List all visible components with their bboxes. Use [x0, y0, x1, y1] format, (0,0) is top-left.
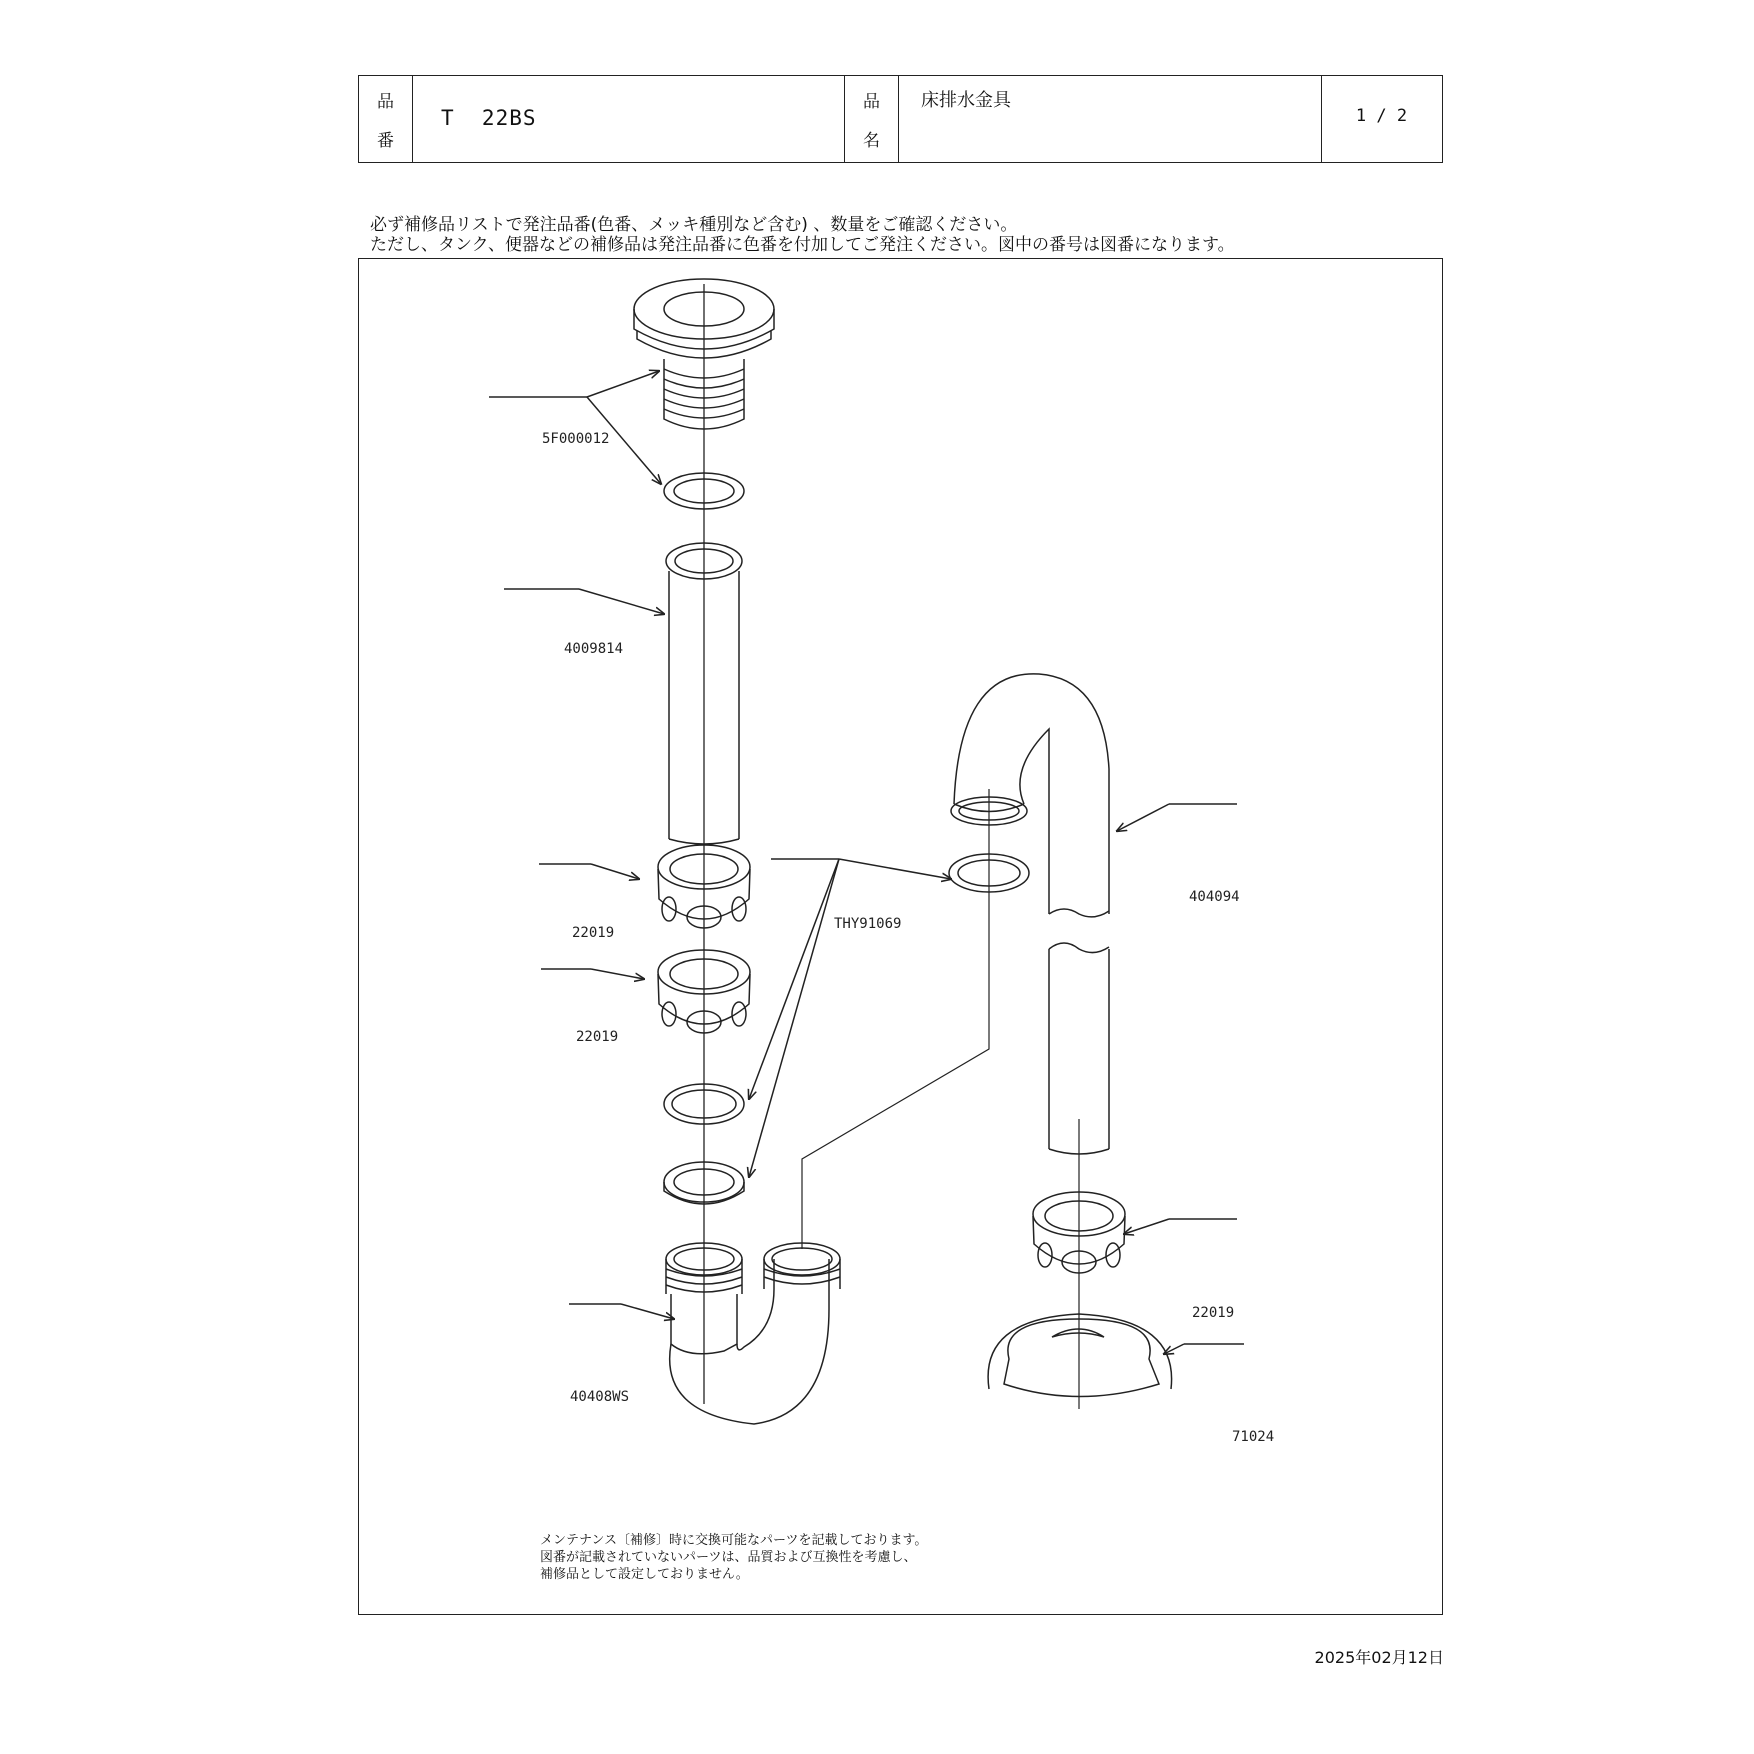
part-label-71024: 71024 — [1232, 1429, 1275, 1445]
product-code-label-char-1: 品 — [377, 92, 394, 112]
exploded-parts-drawing — [358, 258, 1443, 1615]
part-label-22019-right: 22019 — [1192, 1305, 1235, 1321]
order-note-line-2: ただし、タンク、便器などの補修品は発注品番に色番を付加してご発注ください。図中の番号は図番になります。 — [370, 235, 1235, 255]
order-note-line-1: 必ず補修品リストで発注品番(色番、メッキ種別など含む) 、数量をご確認ください。 — [370, 215, 1018, 235]
part-label-thy91069: THY91069 — [834, 916, 902, 932]
escutcheon-71024-part — [988, 1314, 1172, 1397]
product-name-label-char-1: 品 — [863, 92, 880, 112]
product-code: T 22BS — [441, 106, 537, 130]
j-pipe-404094-part — [954, 674, 1109, 1409]
part-label-40408ws: 40408WS — [570, 1389, 630, 1405]
product-code-label-char-2: 番 — [377, 131, 394, 151]
product-name-label-char-2: 名 — [863, 131, 880, 151]
alignment-line — [802, 789, 989, 1249]
parts-diagram — [359, 259, 1444, 1616]
product-code-label — [359, 76, 413, 162]
title-block — [358, 75, 1443, 163]
maintenance-note-line-3: 補修品として設定しておりません。 — [540, 1567, 749, 1582]
page-number: 1 / 2 — [1355, 106, 1408, 126]
trap-40408ws-part — [666, 1243, 840, 1424]
maintenance-note-line-1: メンテナンス〔補修〕時に交換可能なパーツを記載しております。 — [540, 1533, 928, 1548]
product-name: 床排水金具 — [921, 90, 1011, 111]
part-label-4009814: 4009814 — [564, 641, 624, 657]
issue-date: 2025年02月12日 — [1314, 1648, 1444, 1667]
page-number-cell — [1322, 76, 1441, 162]
part-label-22019-upper: 22019 — [572, 925, 615, 941]
product-name-cell — [899, 76, 1322, 162]
product-code-cell — [413, 76, 845, 162]
product-name-label — [845, 76, 899, 162]
maintenance-note-line-2: 図番が記載されていないパーツは、品質および互換性を考慮し、 — [540, 1550, 917, 1565]
part-label-404094: 404094 — [1189, 889, 1240, 905]
part-label-22019-lower: 22019 — [576, 1029, 619, 1045]
part-label-5f000012: 5F000012 — [542, 431, 610, 447]
